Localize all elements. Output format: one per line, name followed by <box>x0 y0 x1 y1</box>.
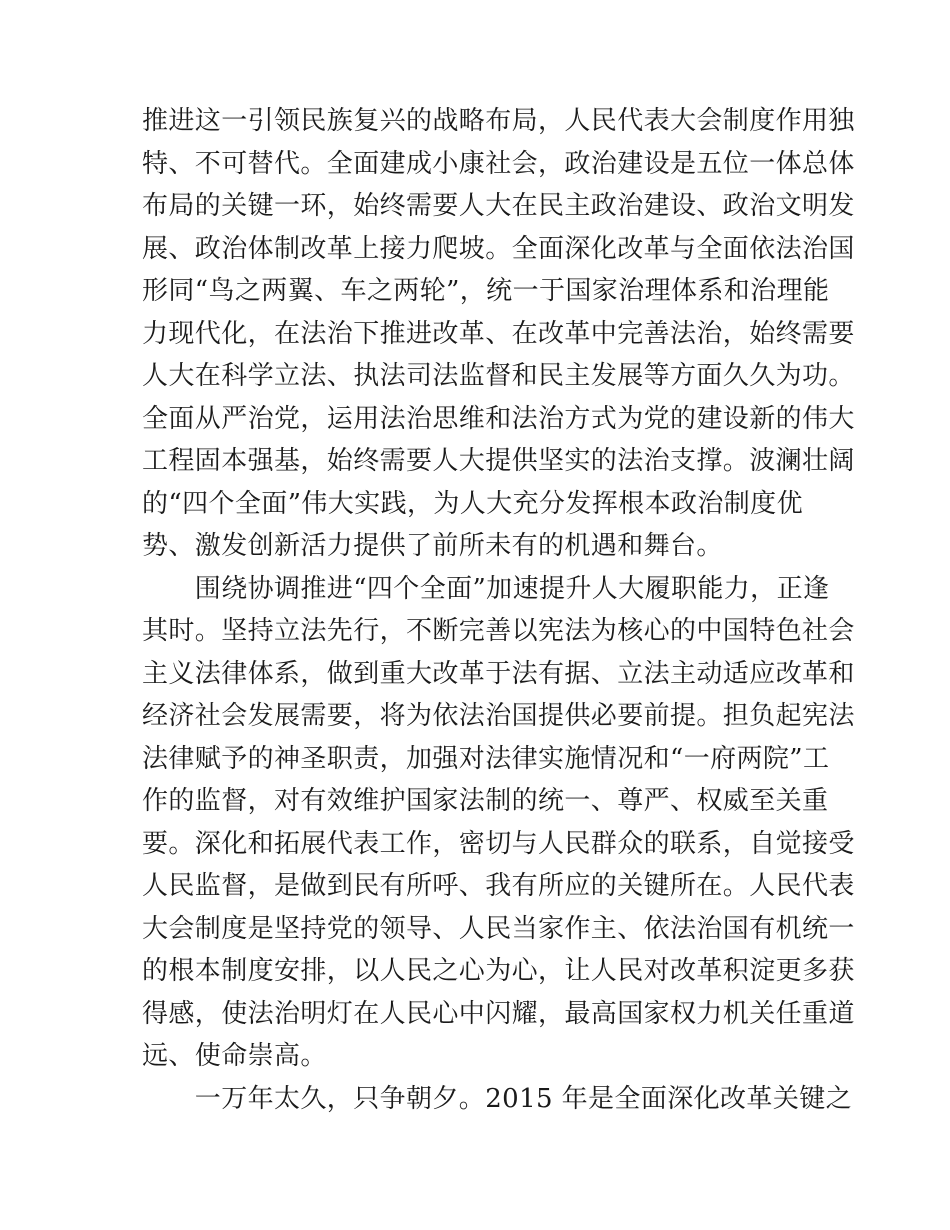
text-line: 经济社会发展需要，将为依法治国提供必要前提。担负起宪法 <box>142 701 855 731</box>
text-line: 的“四个全面”伟大实践，为人大充分发挥根本政治制度优 <box>142 488 803 519</box>
text-line: 特、不可替代。全面建成小康社会，政治建设是五位一体总体 <box>142 148 855 179</box>
text-line: 远、使命崇高。 <box>142 1041 327 1071</box>
body-text <box>142 100 855 1120</box>
text-line: 推进这一引领民族复兴的战略布局，人民代表大会制度作用独 <box>142 106 855 136</box>
text-line: 大会制度是坚持党的领导、人民当家作主、依法治国有机统一 <box>142 913 855 944</box>
text-line: 展、政治体制改革上接力爬坡。全面深化改革与全面依法治国 <box>142 233 855 264</box>
text-line: 主义法律体系，做到重大改革于法有据、立法主动适应改革和 <box>142 658 855 689</box>
text-line: 得感，使法治明灯在人民心中闪耀，最高国家权力机关任重道 <box>142 998 855 1029</box>
text-line: 人民监督，是做到民有所呼、我有所应的关键所在。人民代表 <box>142 871 855 901</box>
text-line: 一万年太久，只争朝夕。2015 年是全面深化改革关键之 <box>142 1083 853 1114</box>
text-line: 工程固本强基，始终需要人大提供坚实的法治支撑。波澜壮阔 <box>142 446 855 476</box>
text-line: 形同“鸟之两翼、车之两轮”，统一于国家治理体系和治理能 <box>142 276 830 306</box>
text-line: 的根本制度安排，以人民之心为心，让人民对改革积淀更多获 <box>142 956 855 986</box>
text-line: 布局的关键一环，始终需要人大在民主政治建设、政治文明发 <box>142 191 855 221</box>
text-line: 力现代化，在法治下推进改革、在改革中完善法治，始终需要 <box>142 318 855 349</box>
text-line: 要。深化和拓展代表工作，密切与人民群众的联系，自觉接受 <box>142 828 855 859</box>
text-line: 全面从严治党，运用法治思维和法治方式为党的建设新的伟大 <box>142 403 855 434</box>
text-line: 围绕协调推进“四个全面”加速提升人大履职能力，正逢 <box>142 573 830 604</box>
text-line: 其时。坚持立法先行，不断完善以宪法为核心的中国特色社会 <box>142 616 855 646</box>
text-line: 法律赋予的神圣职责，加强对法律实施情况和“一府两院”工 <box>142 743 830 774</box>
text-line: 人大在科学立法、执法司法监督和民主发展等方面久久为功。 <box>142 361 855 391</box>
text-line: 作的监督，对有效维护国家法制的统一、尊严、权威至关重 <box>142 786 829 816</box>
text-line: 势、激发创新活力提供了前所未有的机遇和舞台。 <box>142 531 723 561</box>
